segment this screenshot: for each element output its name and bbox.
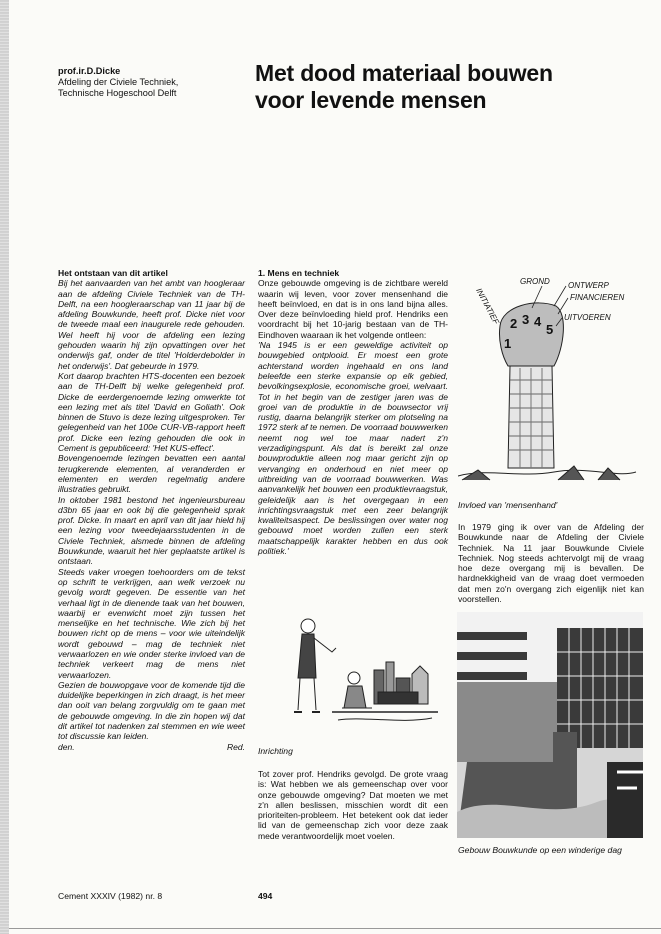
journal-footer: Cement XXXIV (1982) nr. 8 — [58, 891, 163, 901]
title-line-1: Met dood materiaal bouwen — [255, 60, 553, 86]
bouwkunde-caption: Gebouw Bouwkunde op een winderige dag — [458, 845, 622, 855]
cartoon-number: 1 — [504, 336, 512, 351]
hendriks-quote: 'Na 1945 is er een geweldige activiteit op bouwgebied ontplooid. Er moest een grote achterstand worden ingehaald en ons land beleefde een sterke expansie op elk gebied, bevolkingsexplosie, economische groei, welvaart. Tot in het begin van de zestiger jaren was de groei van de produktie in de bouwsector vrij rustig, daarna belangrijk sterker om plotseling na 1972 sterk af te nemen. De voorraad bouwwerken neemt nog wel toe maar nadert z'n verzadigingspunt. Als dat is bereikt zal onze bouwproduktie alleen nog maar gericht zijn op vervanging en onderhoud en niet meer op uitbreiding van de voorraad bouwwerken. Was aanvankelijk het bouwen een produktievraagstuk, geleidelijk aan is het overgegaan in een inrichtingsvraagstuk met een zeer belangrijk kwaliteitsaspect. De beslissingen over water nog gebouwd moet worden zullen een sterk maatschappelijk karakter hebben en dus ook politiek.' — [258, 340, 448, 557]
middle-after-text: Tot zover prof. Hendriks gevolgd. De grote vraag is: Wat hebben we als gemeenschap over voor onze gebouwde omgeving? Dat moeten we met z'n allen beslissen, misschien wordt dit een prioriteiten-probleem. Het betekent ook dat ieder lid van de gemeenschap zich voor deze zaak mede verantwoordelijk moet voelen. — [258, 769, 448, 841]
left-paragraph: Gezien de bouwopgave voor de komende tijd die duidelijke beperkingen in zich draagt, is het meer dan ooit van belang zorgvuldig om te gaan met de gebouwde omgeving. In die zin hopen wij dat dit artikel tot nadenken zal stemmen en wie weet tot discussie kan leiden. — [58, 679, 245, 742]
mensenhand-caption: Invloed van 'mensenhand' — [458, 500, 558, 510]
author-affiliation-1: Afdeling der Civiele Techniek, — [58, 77, 179, 87]
middle-intro: Onze gebouwde omgeving is de zichtbare wereld waarin wij leven, voor zover mensenhand die heeft beïnvloed, en dat is in ons land bijna alles. Over deze beïnvloeding hield prof. Hendriks een voordracht bij het 10-jarig bestaan van de TH-Eindhoven waaraan ik het volgende ontleen: — [258, 278, 448, 340]
title-line-2: voor levende mensen — [255, 87, 487, 113]
cartoon-label: ONTWERP — [568, 281, 609, 290]
right-column-text — [458, 522, 644, 604]
cartoon-label: FINANCIEREN — [570, 293, 625, 302]
left-column — [58, 268, 245, 752]
inrichting-caption: Inrichting — [258, 746, 293, 756]
bottom-rule — [9, 928, 661, 929]
left-paragraph: In oktober 1981 bestond het ingenieursbureau d3bn 65 jaar en ook bij die gelegenheid sprak prof. Dicke. In maart en april van dit jaar hield hij een lezing voor tweedejaarsstudenten in de Civiele Techniek, alsmede binnen de afdeling Bouwkunde, waaruit het hier geplaatste artikel is ontstaan. — [58, 494, 245, 567]
author-affiliation-2: Technische Hogeschool Delft — [58, 88, 177, 98]
signature-row — [58, 742, 245, 752]
page-number: 494 — [258, 891, 273, 901]
left-paragraph: Bij het aanvaarden van het ambt van hoogleraar aan de afdeling Civiele Techniek van de TH-Delft, na een hoogleraarschap van 11 jaar bij de afdeling Bouwkunde, heeft prof. Dicke niet voor de tweede maal een inaugurele rede gehouden. Wel heeft hij voor de afdeling een lezing gehouden waarin hij zijn opvattingen over het onderwijs gaf, onder de titel 'Holderdebolder in het onderwijs'. Dat gebeurde in 1979. — [58, 278, 245, 371]
author-name: prof.ir.D.Dicke — [58, 66, 121, 76]
mensenhand-cartoon — [458, 268, 638, 490]
author-block — [58, 66, 178, 99]
binding-edge — [0, 0, 9, 934]
last-line: den. — [58, 741, 75, 752]
cartoon-number: 5 — [546, 322, 554, 337]
cartoon-label: GROND — [520, 277, 550, 286]
right-paragraph: In 1979 ging ik over van de Afdeling der Bouwkunde naar de Afdeling der Civiele Techniek. Na 11 jaar Bouwkunde Civiele Techniek. Nog steeds achtervolgt mij de vraag hoe deze overgang mij is bevallen. De hardnekkigheid van de vraag doet vermoeden dat men zo'n overgang zich eigenlijk niet kan voorstellen. — [458, 522, 644, 605]
cartoon-number: 4 — [534, 314, 542, 329]
bouwkunde-photo — [457, 612, 643, 838]
inrichting-illustration — [262, 608, 442, 740]
editor-signature: Red. — [226, 741, 245, 752]
middle-column — [258, 268, 448, 556]
cartoon-label: INITIATIEF — [474, 286, 501, 326]
cartoon-number: 2 — [510, 316, 518, 331]
middle-column-lower — [258, 769, 448, 841]
left-paragraph: Bovengenoemde lezingen bevatten een aantal terugkerende elementen, al veranderden er elementen en werden regelmatig andere illustraties gebruikt. — [58, 453, 245, 495]
left-heading: Het ontstaan van dit artikel — [58, 268, 168, 278]
cartoon-label: UITVOEREN — [564, 313, 611, 322]
middle-heading: 1. Mens en techniek — [258, 268, 340, 278]
left-paragraph: Kort daarop brachten HTS-docenten een bezoek aan de TH-Delft bij welke gelegenheid prof. Dicke de eerdergenoemde lezing omwerkte tot een lezing met als titel 'David en Goliath'. Ook binnen de Stuvo is deze lezing uitgesproken. Ter gelegenheid van het 100e CUR-VB-rapport heeft prof. Dicke een lezing gehouden die ook in Cement is gepubliceerd: 'Het KUS-effect'. — [58, 370, 245, 454]
cartoon-number: 3 — [522, 312, 530, 327]
article-title — [255, 60, 635, 114]
left-paragraph: Steeds vaker vroegen toehoorders om de tekst op schrift te verkrijgen, aan welk verzoek nu gevolg wordt gegeven. De essentie van het verhaal ligt in de dienende taak van het bouwen, waarbij er evenwicht moet zijn tussen het menselijke en het technische. Wie zich bij het bouwen richt op de mens – voor wie uiteindelijk wordt gebouwd – mag de techniek niet verwaarlozen en wie onder sterke invloed van de techniek verkeert mag de mens niet verwaarlozen. — [58, 566, 245, 680]
